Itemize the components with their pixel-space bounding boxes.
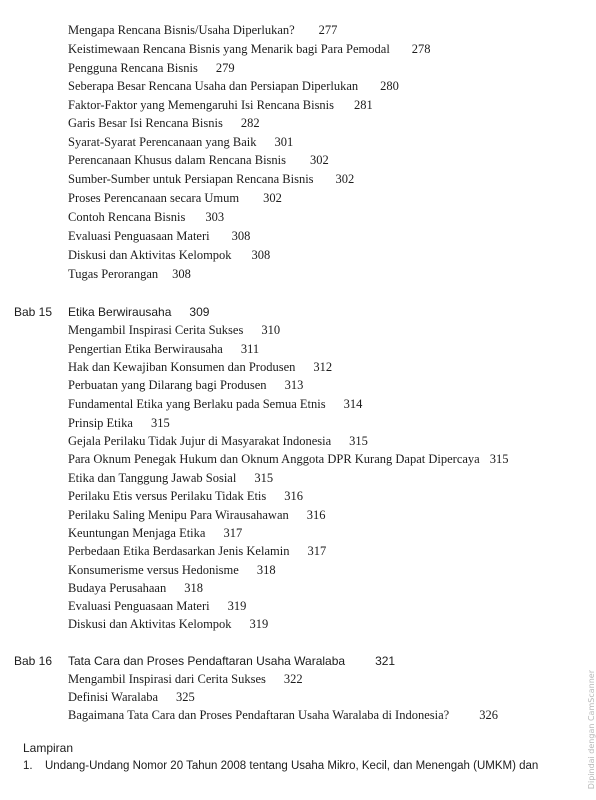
- toc-entry: Diskusi dan Aktivitas Kelompok 308: [68, 248, 271, 262]
- toc-entry: Bagaimana Tata Cara dan Proses Pendaftaran Usaha Waralaba di Indonesia? 326: [68, 708, 498, 722]
- toc-entry: Evaluasi Penguasaan Materi 319: [68, 599, 247, 613]
- chapter-label: Bab 15: [14, 305, 53, 319]
- appendix-heading: Lampiran: [23, 741, 74, 755]
- chapter-title: Tata Cara dan Proses Pendaftaran Usaha Waralaba 321: [68, 654, 396, 668]
- toc-entry: Syarat-Syarat Perencanaan yang Baik 301: [68, 135, 294, 149]
- toc-entry: Garis Besar Isi Rencana Bisnis 282: [68, 116, 260, 130]
- toc-entry: Mengambil Inspirasi dari Cerita Sukses 322: [68, 672, 303, 686]
- toc-entry: Fundamental Etika yang Berlaku pada Semua Etnis 314: [68, 397, 363, 411]
- toc-entry: Perilaku Saling Menipu Para Wirausahawan 316: [68, 508, 326, 522]
- toc-entry: Etika dan Tanggung Jawab Sosial 315: [68, 471, 274, 485]
- toc-entry: Budaya Perusahaan 318: [68, 581, 203, 595]
- toc-entry: Faktor-Faktor yang Memengaruhi Isi Rencana Bisnis 281: [68, 98, 373, 112]
- toc-entry: Perencanaan Khusus dalam Rencana Bisnis 302: [68, 153, 329, 167]
- toc-entry: Para Oknum Penegak Hukum dan Oknum Anggota DPR Kurang Dapat Dipercaya 315: [68, 452, 509, 466]
- toc-entry: Mengapa Rencana Bisnis/Usaha Diperlukan? 277: [68, 23, 338, 37]
- toc-entry: Gejala Perilaku Tidak Jujur di Masyarakat Indonesia 315: [68, 434, 368, 448]
- toc-entry: Konsumerisme versus Hedonisme 318: [68, 563, 276, 577]
- appendix-item: 1. Undang-Undang Nomor 20 Tahun 2008 tentang Usaha Mikro, Kecil, dan Menengah (UMKM) dan: [23, 760, 539, 772]
- toc-entry: Perbuatan yang Dilarang bagi Produsen 313: [68, 378, 304, 392]
- chapter-title: Etika Berwirausaha 309: [68, 305, 210, 319]
- toc-entry: Definisi Waralaba 325: [68, 690, 195, 704]
- toc-entry: Mengambil Inspirasi Cerita Sukses 310: [68, 323, 281, 337]
- scanner-watermark: Dipindai dengan CamScanner: [587, 670, 596, 790]
- toc-entry: Keistimewaan Rencana Bisnis yang Menarik bagi Para Pemodal 278: [68, 42, 431, 56]
- toc-entry: Sumber-Sumber untuk Persiapan Rencana Bisnis 302: [68, 172, 355, 186]
- chapter-label: Bab 16: [14, 654, 53, 668]
- toc-entry: Prinsip Etika 315: [68, 416, 170, 430]
- toc-entry: Keuntungan Menjaga Etika 317: [68, 526, 243, 540]
- toc-entry: Diskusi dan Aktivitas Kelompok 319: [68, 617, 269, 631]
- toc-entry: Pengguna Rencana Bisnis 279: [68, 61, 235, 75]
- toc-entry: Perbedaan Etika Berdasarkan Jenis Kelamin 317: [68, 544, 327, 558]
- toc-entry: Evaluasi Penguasaan Materi 308: [68, 229, 251, 243]
- toc-entry: Contoh Rencana Bisnis 303: [68, 210, 225, 224]
- toc-entry: Seberapa Besar Rencana Usaha dan Persiapan Diperlukan 280: [68, 79, 399, 93]
- toc-entry: Tugas Perorangan 308: [68, 267, 191, 281]
- toc-entry: Proses Perencanaan secara Umum 302: [68, 191, 282, 205]
- toc-entry: Hak dan Kewajiban Konsumen dan Produsen 312: [68, 360, 333, 374]
- toc-entry: Pengertian Etika Berwirausaha 311: [68, 342, 260, 356]
- toc-entry: Perilaku Etis versus Perilaku Tidak Etis 316: [68, 489, 304, 503]
